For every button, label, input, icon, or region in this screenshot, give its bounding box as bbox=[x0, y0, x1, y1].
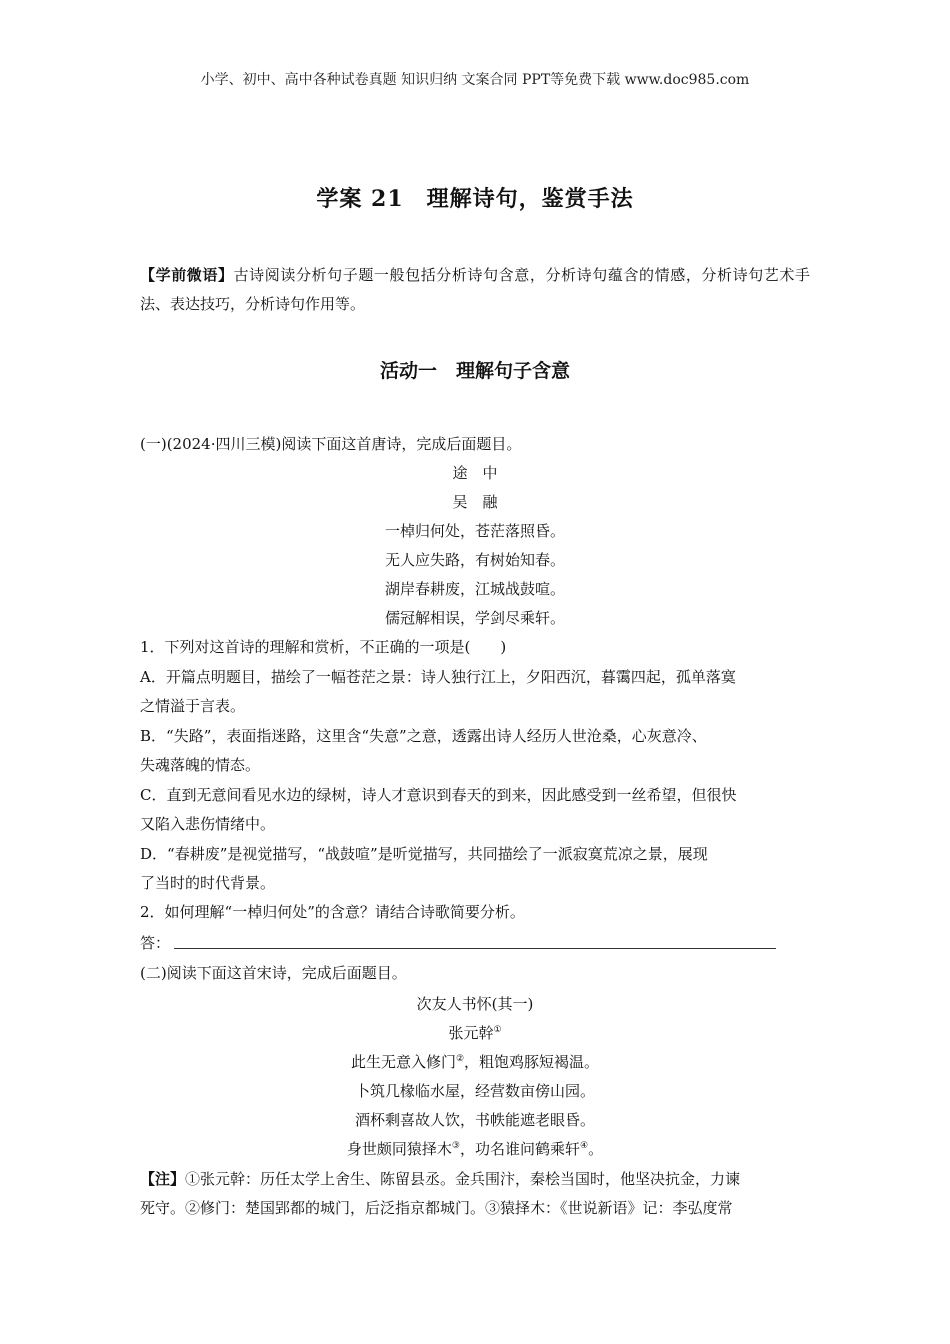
note-label: 【注】 bbox=[140, 1170, 186, 1188]
poem2-line4-end: 。 bbox=[588, 1140, 604, 1158]
poem2-title: 次友人书怀(其一) bbox=[416, 995, 534, 1013]
poem2-line1-b: ，粗饱鸡豚短褐温。 bbox=[464, 1053, 600, 1071]
intro-text: 古诗阅读分析句子题一般包括分析诗句含意，分析诗句蕴含的情感，分析诗句艺术手法、表达技巧，分析诗句作用等。 bbox=[140, 266, 810, 313]
section-title: 活动一 理解句子含意 bbox=[379, 360, 570, 382]
answer-line[interactable] bbox=[174, 948, 776, 949]
poem1-line: 儒冠解相误，学剑尽乘轩。 bbox=[384, 609, 565, 627]
question-1: 1．下列对这首诗的理解和赏析，不正确的一项是( ) bbox=[140, 638, 507, 656]
part1-heading: (一)(2024·四川三模)阅读下面这首唐诗，完成后面题目。 bbox=[140, 435, 522, 453]
option-d-cont: 了当时的时代背景。 bbox=[140, 874, 276, 892]
page-header: 小学、初中、高中各种试卷真题 知识归纳 文案合同 PPT等免费下载 www.doc985.com bbox=[200, 72, 750, 88]
poem1-author: 吴 融 bbox=[452, 493, 498, 511]
poem2-line4-a: 身世颇同猿择木 bbox=[346, 1140, 452, 1158]
intro-paragraph bbox=[140, 261, 810, 319]
option-b: B．“失路”，表面指迷路，这里含“失意”之意，透露出诗人经历人世沧桑，心灰意冷、 bbox=[140, 727, 707, 745]
part2-heading: (二)阅读下面这首宋诗，完成后面题目。 bbox=[140, 964, 407, 982]
note-text-1: ①张元幹：历任太学上舍生、陈留县丞。金兵围汴，秦桧当国时，他坚决抗金，力谏 bbox=[185, 1170, 741, 1188]
question-2: 2．如何理解“一棹归何处”的含意？请结合诗歌简要分析。 bbox=[140, 903, 525, 921]
poem2-author-name: 张元幹 bbox=[448, 1024, 494, 1042]
poem1-line: 无人应失路，有树始知春。 bbox=[384, 551, 565, 569]
note-line-cont: 死守。②修门：楚国郢都的城门，后泛指京都城门。③猿择木：《世说新语》记：李弘度常 bbox=[140, 1199, 733, 1217]
note-line bbox=[140, 1168, 740, 1189]
option-c-cont: 又陷入悲伤情绪中。 bbox=[140, 815, 276, 833]
poem2-line1-a: 此生无意入修门 bbox=[350, 1053, 456, 1071]
option-a-cont: 之情溢于言表。 bbox=[140, 697, 246, 715]
option-a: A．开篇点明题目，描绘了一幅苍茫之景：诗人独行江上，夕阳西沉，暮霭四起，孤单落寞 bbox=[140, 668, 736, 686]
option-b-cont: 失魂落魄的情态。 bbox=[140, 756, 261, 774]
option-d: D．“春耕废”是视觉描写，“战鼓喧”是听觉描写，共同描绘了一派寂寞荒凉之景，展现 bbox=[140, 845, 708, 863]
poem2-author bbox=[0, 1022, 950, 1043]
option-c: C．直到无意间看见水边的绿树，诗人才意识到春天的到来，因此感受到一丝希望，但很快 bbox=[140, 786, 737, 804]
poem1-line: 湖岸春耕废，江城战鼓喧。 bbox=[384, 580, 565, 598]
page-title: 学案 21 理解诗句，鉴赏手法 bbox=[316, 186, 634, 212]
poem1-title: 途 中 bbox=[452, 464, 498, 482]
footnote-mark: ① bbox=[493, 1025, 502, 1035]
poem2-line bbox=[0, 1138, 950, 1159]
footnote-mark: ③ bbox=[451, 1141, 460, 1151]
poem1-line: 一棹归何处，苍茫落照昏。 bbox=[384, 522, 565, 540]
poem2-line4-b: ，功名谁问鹤乘轩 bbox=[459, 1140, 580, 1158]
poem2-line: 卜筑几椽临水屋，经营数亩傍山园。 bbox=[354, 1082, 595, 1100]
footnote-mark: ② bbox=[455, 1054, 465, 1064]
footnote-mark: ④ bbox=[580, 1141, 589, 1151]
intro-label: 【学前微语】 bbox=[140, 266, 234, 284]
answer-label: 答： bbox=[140, 934, 171, 952]
poem2-line: 酒杯剩喜故人饮，书帙能遮老眼昏。 bbox=[354, 1111, 595, 1129]
poem2-line bbox=[0, 1051, 950, 1072]
